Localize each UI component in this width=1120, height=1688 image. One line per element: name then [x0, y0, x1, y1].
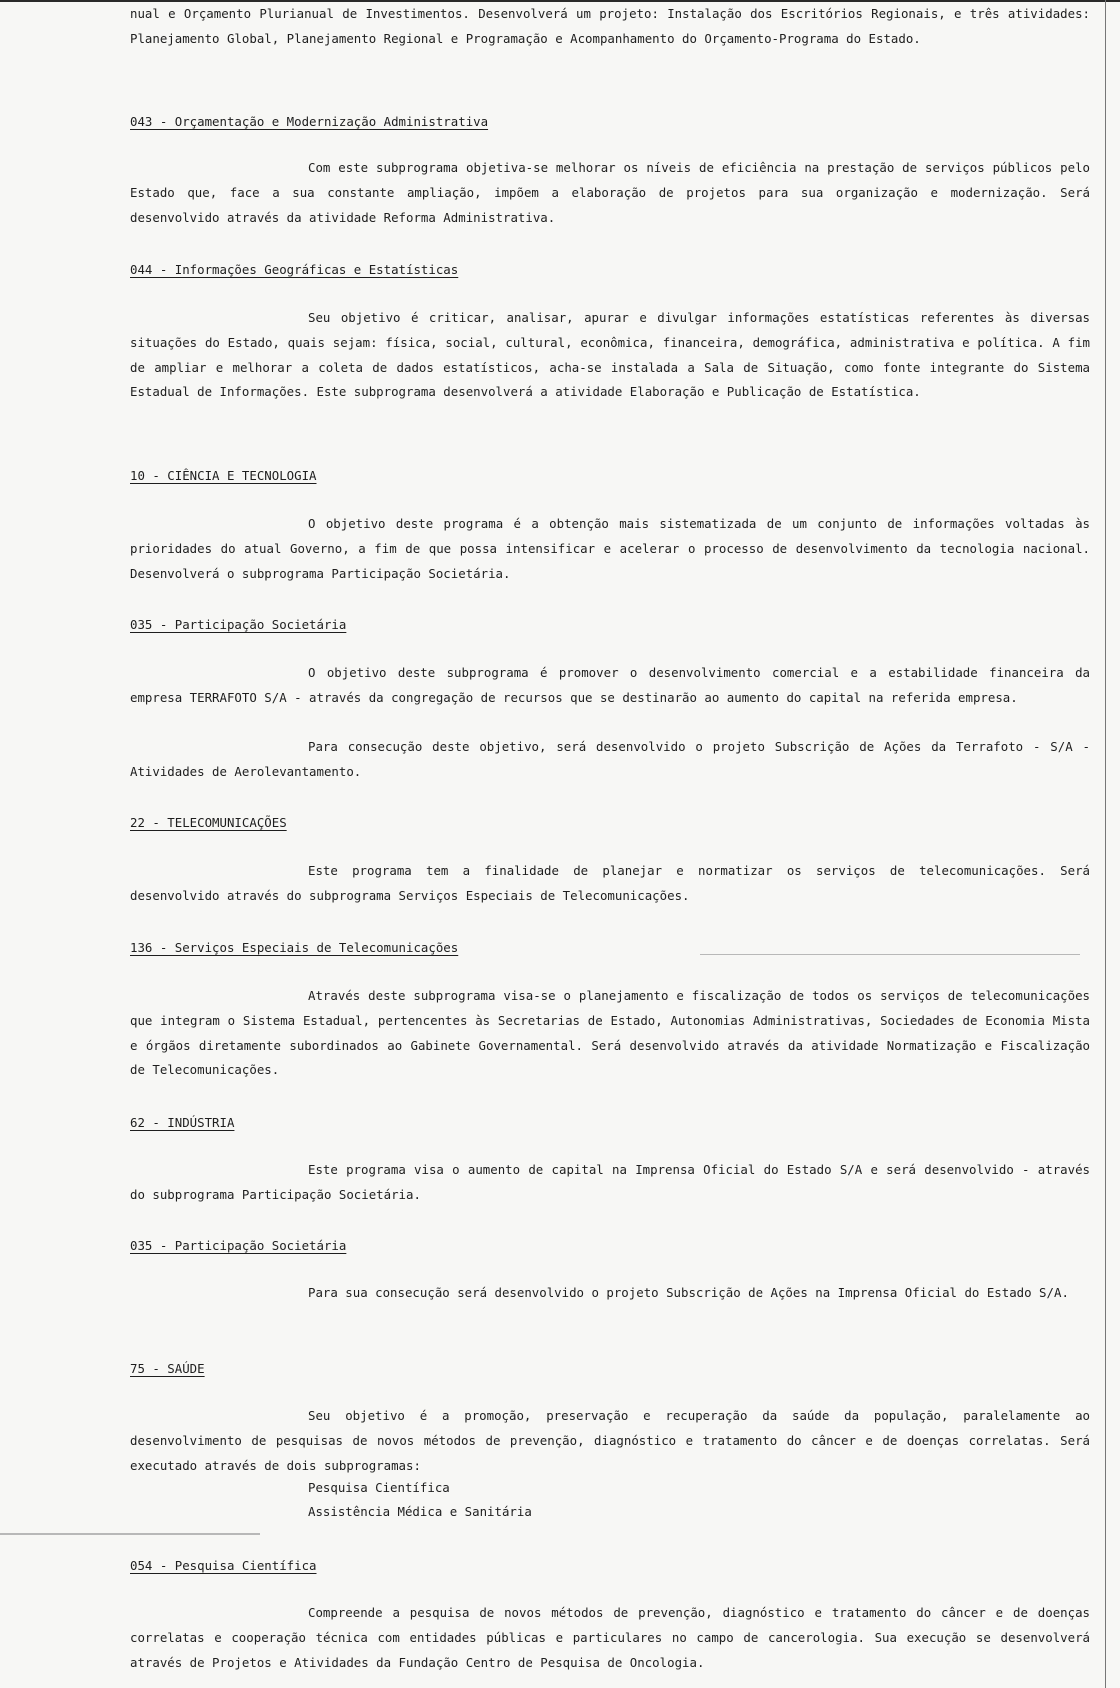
- paragraph-044: Seu objetivo é criticar, analisar, apurar e divulgar informações estatísticas referentes às diversas situações do Estado, quais sejam: física, social, cultural, econômica, financeira, demográfica, administrativa e política. A fim de ampliar e melhorar a coleta de dados estatísticos, acha-se instalada a Sala de Situação, como fonte integrante do Sistema Estadual de Informações. Este subprograma desenvolverá a atividade Elaboração e Publicação de Estatística.: [130, 310, 1090, 400]
- paragraph-043: Com este subprograma objetiva-se melhorar os níveis de eficiência na prestação de serviços públicos pelo Estado que, face a sua constante ampliação, impõem a elaboração de projetos para sua organização e modernização. Será desenvolvido através da atividade Reforma Administrativa.: [130, 160, 1090, 225]
- heading-62: 62 - INDÚSTRIA: [130, 1115, 235, 1130]
- heading-10: 10 - CIÊNCIA E TECNOLOGIA: [130, 468, 317, 483]
- paragraph-035-a2: Para consecução deste objetivo, será desenvolvido o projeto Subscrição de Ações da Terrafoto - S/A - Atividades de Aerolevantamento.: [130, 739, 1090, 779]
- heading-054: 054 - Pesquisa Científica: [130, 1558, 317, 1573]
- heading-22: 22 - TELECOMUNICAÇÕES: [130, 815, 287, 830]
- heading-035-b: 035 - Participação Societária: [130, 1238, 347, 1253]
- paragraph-035-b: Para sua consecução será desenvolvido o projeto Subscrição de Ações na Imprensa Oficial do Estado S/A.: [308, 1285, 1069, 1300]
- heading-136: 136 - Serviços Especiais de Telecomunicações: [130, 940, 459, 955]
- paragraph-10: O objetivo deste programa é a obtenção mais sistematizada de um conjunto de informações voltadas às prioridades do atual Governo, a fim de que possa intensificar e acelerar o processo de desenvolvimento da tecnologia nacional. Desenvolverá o subprograma Participação Societária.: [130, 516, 1090, 581]
- heading-035-a: 035 - Participação Societária: [130, 617, 347, 632]
- intro-continuation: nual e Orçamento Plurianual de Investimentos. Desenvolverá um projeto: Instalação dos Escritórios Regionais, e três atividades: Planejamento Global, Planejamento Regional e Programação e Acompanhamento do Orçamento-Programa do Estado.: [130, 6, 1090, 46]
- heading-043: 043 - Orçamentação e Modernização Administrativa: [130, 114, 489, 129]
- subprogram-item-2: Assistência Médica e Sanitária: [308, 1504, 532, 1519]
- heading-75: 75 - SAÚDE: [130, 1361, 205, 1376]
- paragraph-035-a1: O objetivo deste subprograma é promover o desenvolvimento comercial e a estabilidade financeira da empresa TERRAFOTO S/A - através da congregação de recursos que se destinarão ao aumento do capital na referida empresa.: [130, 665, 1090, 705]
- paragraph-22: Este programa tem a finalidade de planejar e normatizar os serviços de telecomunicações. Será desenvolvido através do subprograma Serviços Especiais de Telecomunicações.: [130, 863, 1090, 903]
- paragraph-136: Através deste subprograma visa-se o planejamento e fiscalização de todos os serviços de telecomunicações que integram o Sistema Estadual, pertencentes às Secretarias de Estado, Autonomias Administrativas, Sociedades de Economia Mista e órgãos diretamente subordinados ao Gabinete Governamental. Será desenvolvido através da atividade Normatização e Fiscalização de Telecomunicações.: [130, 988, 1090, 1078]
- heading-044: 044 - Informações Geográficas e Estatísticas: [130, 262, 459, 277]
- paragraph-62: Este programa visa o aumento de capital na Imprensa Oficial do Estado S/A e será desenvolvido - através do subprograma Participação Societária.: [130, 1162, 1090, 1202]
- scan-artifact: [0, 1533, 260, 1535]
- paragraph-75: Seu objetivo é a promoção, preservação e recuperação da saúde da população, paralelamente ao desenvolvimento de pesquisas de novos métodos de prevenção, diagnóstico e tratamento do câncer e de doenças correlatas. Será executado através de dois subprogramas:: [130, 1408, 1090, 1473]
- scan-artifact: [700, 954, 1080, 955]
- paragraph-054: Compreende a pesquisa de novos métodos de prevenção, diagnóstico e tratamento do câncer e de doenças correlatas e cooperação técnica com entidades públicas e particulares no campo de cancerologia. Sua execução se desenvolverá através de Projetos e Atividades da Fundação Centro de Pesquisa de Oncologia.: [130, 1605, 1090, 1670]
- subprogram-item-1: Pesquisa Científica: [308, 1480, 450, 1495]
- right-margin-rule: [1105, 0, 1106, 1688]
